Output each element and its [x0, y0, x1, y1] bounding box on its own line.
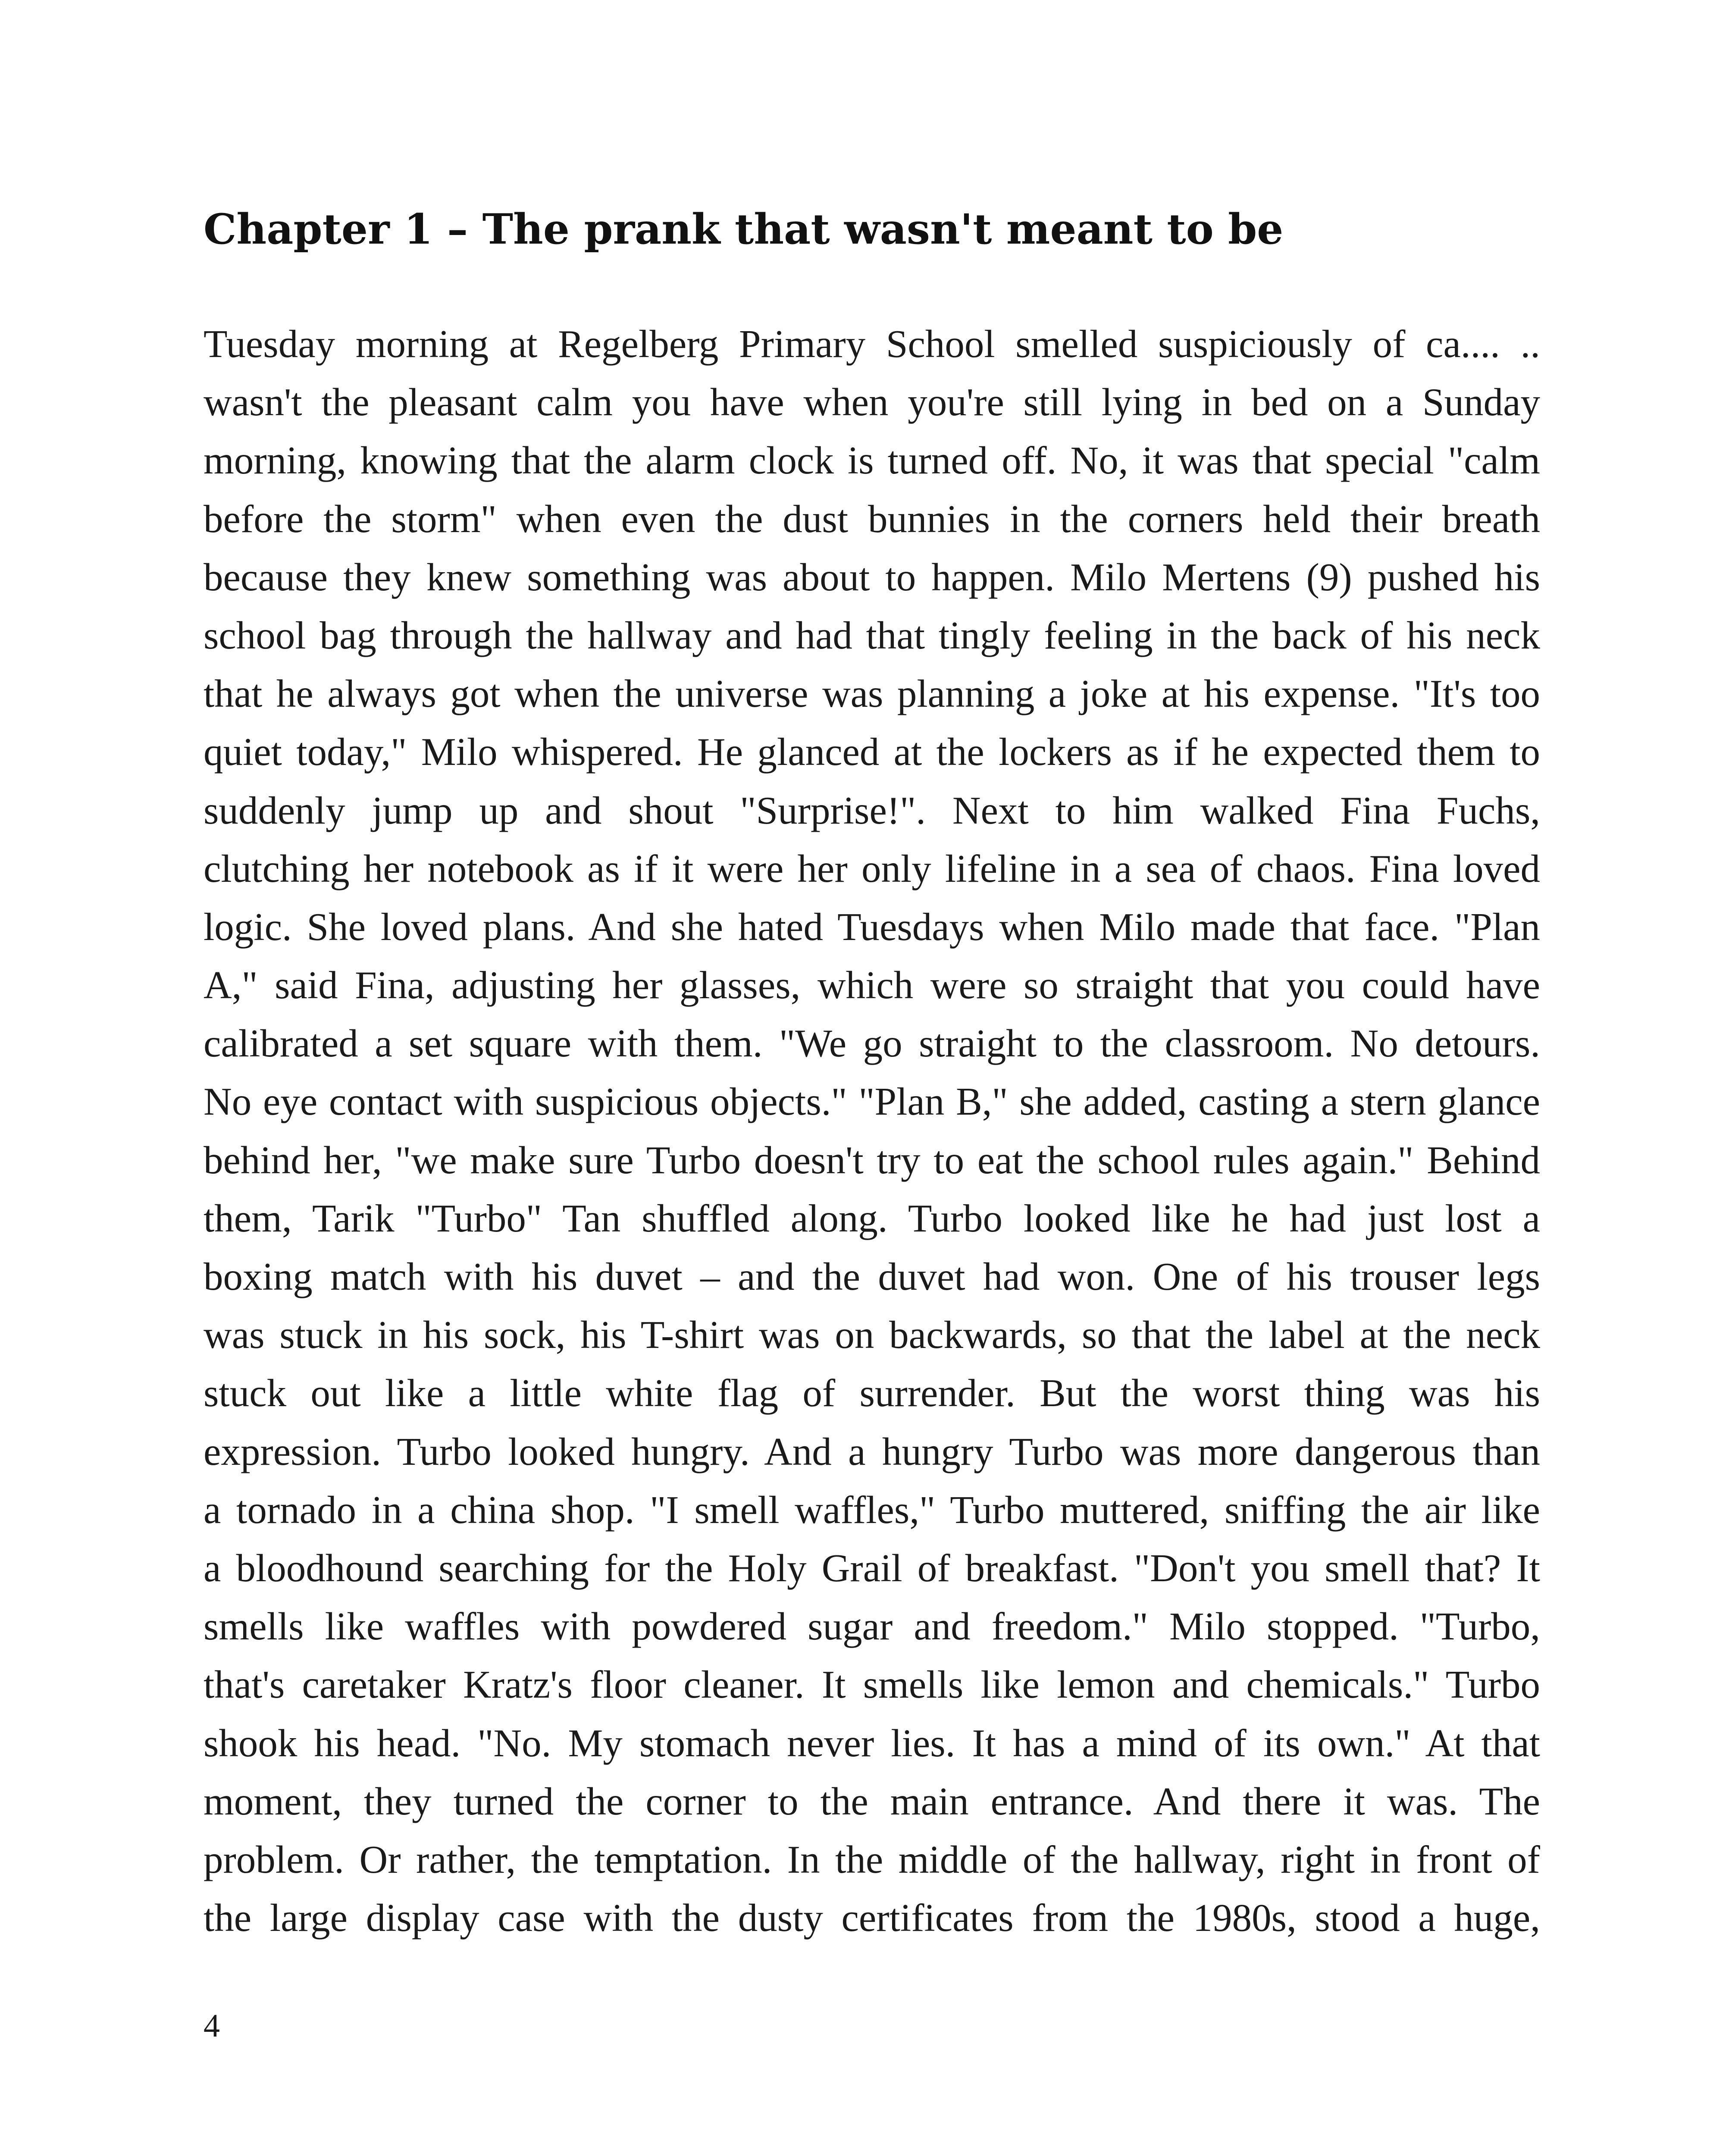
text-line: behind her, "we make sure Turbo doesn't try to eat the school rules again." Behind [204, 1138, 1540, 1182]
text-line: was stuck in his sock, his T-shirt was on backwards, so that the label at the neck [204, 1313, 1540, 1357]
text-line: No eye contact with suspicious objects." "Plan B," she added, casting a stern glance [204, 1080, 1540, 1124]
page-number: 4 [204, 2008, 220, 2044]
text-line: shook his head. "No. My stomach never lies. It has a mind of its own." At that [204, 1721, 1540, 1765]
text-line: smells like waffles with powdered sugar and freedom." Milo stopped. "Turbo, [204, 1604, 1540, 1648]
chapter-title: Chapter 1 – The prank that wasn't meant to be [204, 205, 1284, 254]
text-line: expression. Turbo looked hungry. And a hungry Turbo was more dangerous than [204, 1429, 1540, 1473]
text-line: the large display case with the dusty certificates from the 1980s, stood a huge, [204, 1896, 1540, 1940]
text-line: that's caretaker Kratz's floor cleaner. It smells like lemon and chemicals." Turbo [204, 1663, 1540, 1707]
text-line: before the storm" when even the dust bunnies in the corners held their breath [204, 497, 1540, 541]
text-line: a bloodhound searching for the Holy Grail of breakfast. "Don't you smell that? It [204, 1546, 1540, 1590]
text-line: that he always got when the universe was planning a joke at his expense. "It's too [204, 672, 1540, 716]
text-line: suddenly jump up and shout "Surprise!". Next to him walked Fina Fuchs, [204, 788, 1540, 832]
text-line: stuck out like a little white flag of surrender. But the worst thing was his [204, 1371, 1540, 1415]
text-line: a tornado in a china shop. "I smell waffles," Turbo muttered, sniffing the air like [204, 1488, 1540, 1532]
text-line: because they knew something was about to happen. Milo Mertens (9) pushed his [204, 555, 1540, 599]
text-line: school bag through the hallway and had that tingly feeling in the back of his neck [204, 613, 1540, 657]
text-line: quiet today," Milo whispered. He glanced at the lockers as if he expected them to [204, 730, 1540, 774]
text-line: moment, they turned the corner to the main entrance. And there it was. The [204, 1779, 1540, 1823]
text-line: morning, knowing that the alarm clock is turned off. No, it was that special "calm [204, 439, 1540, 483]
text-line: logic. She loved plans. And she hated Tuesdays when Milo made that face. "Plan [204, 905, 1540, 949]
chapter-body [204, 315, 1540, 1947]
text-line: boxing match with his duvet – and the duvet had won. One of his trouser legs [204, 1255, 1540, 1298]
text-line: clutching her notebook as if it were her only lifeline in a sea of chaos. Fina loved [204, 846, 1540, 890]
text-line: wasn't the pleasant calm you have when you're still lying in bed on a Sunday [204, 380, 1540, 424]
text-line: them, Tarik "Turbo" Tan shuffled along. Turbo looked like he had just lost a [204, 1196, 1540, 1240]
text-line: Tuesday morning at Regelberg Primary School smelled suspiciously of ca.... .. [204, 322, 1540, 366]
text-line: calibrated a set square with them. "We go straight to the classroom. No detours. [204, 1022, 1540, 1065]
text-line: A," said Fina, adjusting her glasses, which were so straight that you could have [204, 963, 1540, 1007]
text-line: problem. Or rather, the temptation. In the middle of the hallway, right in front of [204, 1837, 1540, 1881]
